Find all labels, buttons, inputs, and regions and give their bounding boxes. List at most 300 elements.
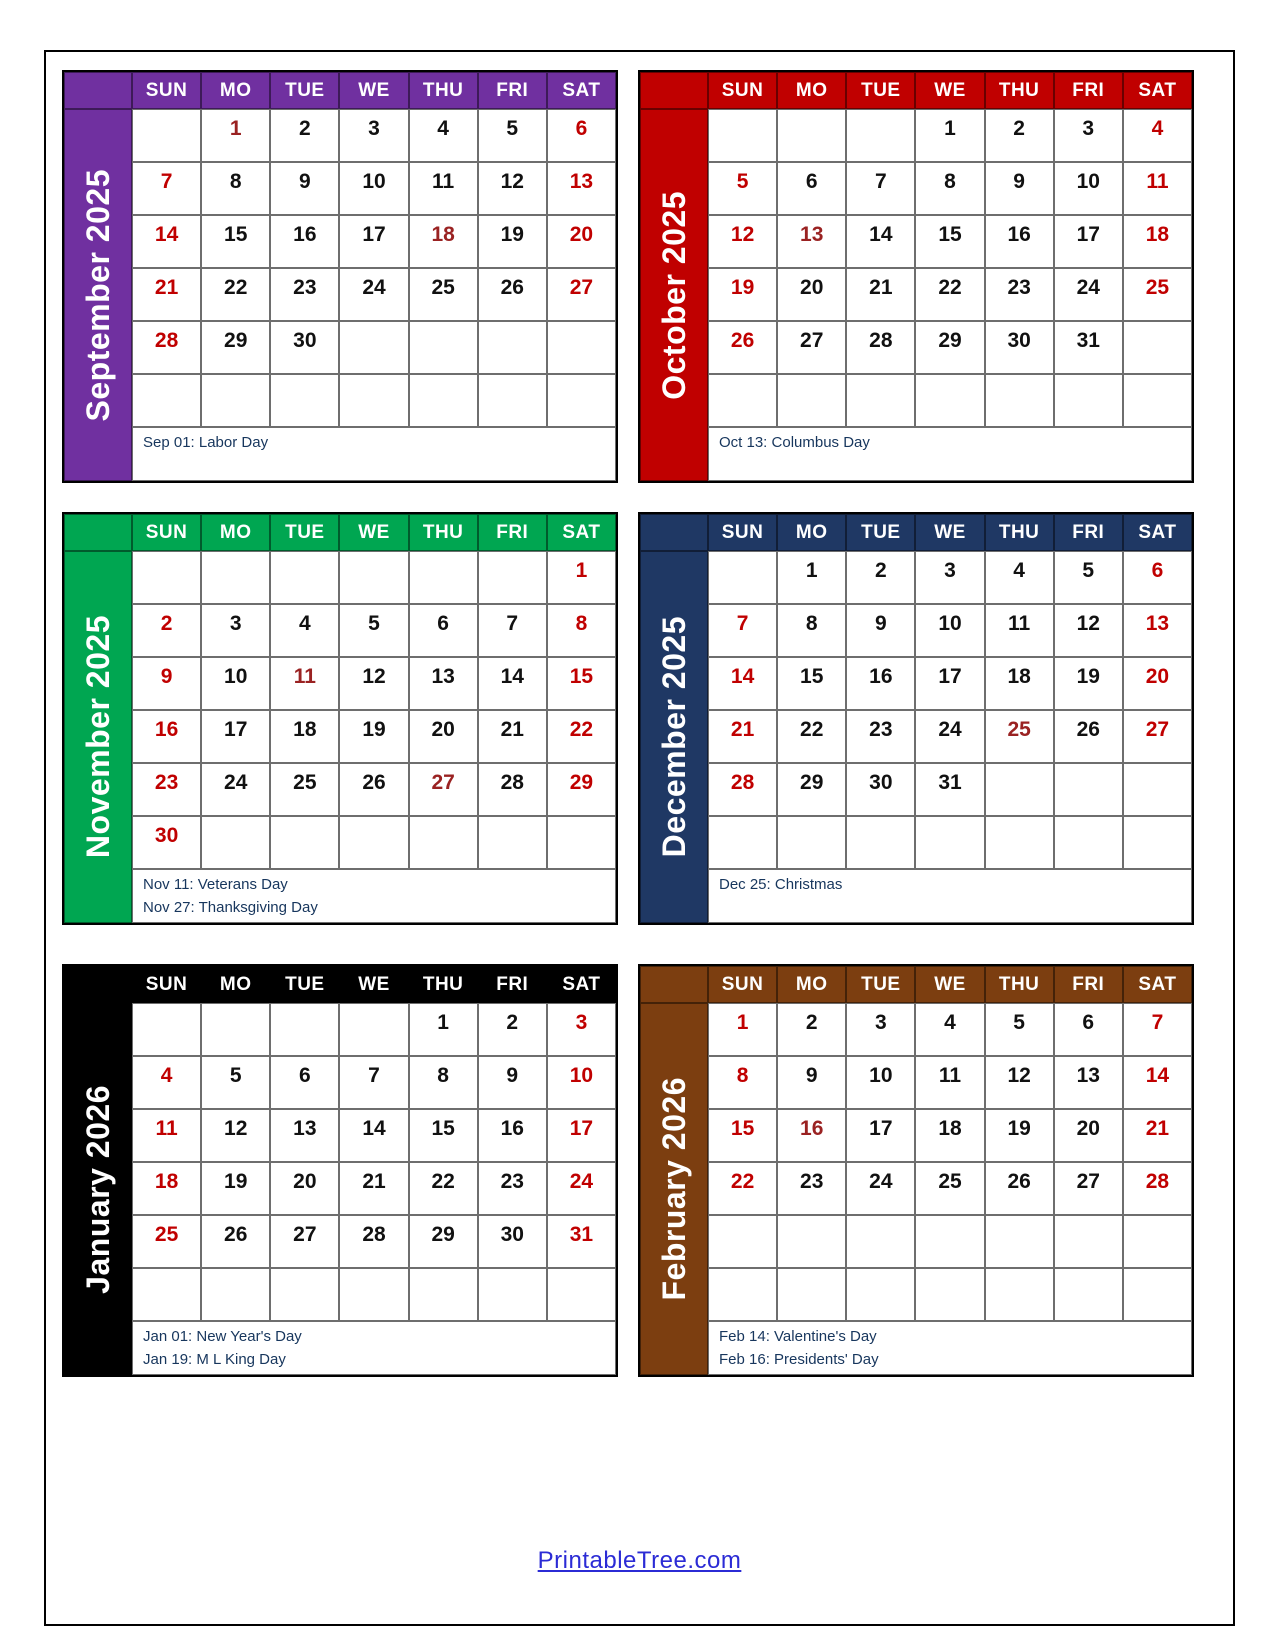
day-cell: 29 <box>547 763 616 816</box>
weekday-header-cell: TUE <box>270 72 339 109</box>
month-grid <box>638 70 1194 483</box>
day-cell: 13 <box>547 162 616 215</box>
weekday-header-cell: WE <box>339 514 408 551</box>
day-cell <box>339 1268 408 1321</box>
day-cell <box>270 1268 339 1321</box>
day-cell: 26 <box>708 321 777 374</box>
day-cell <box>846 109 915 162</box>
day-cell <box>270 374 339 427</box>
day-cell <box>547 374 616 427</box>
day-cell: 16 <box>985 215 1054 268</box>
day-cell <box>1123 1268 1192 1321</box>
day-cell: 22 <box>915 268 984 321</box>
month-corner <box>640 514 708 551</box>
day-cell: 11 <box>132 1109 201 1162</box>
day-cell: 22 <box>777 710 846 763</box>
day-cell: 6 <box>547 109 616 162</box>
day-cell <box>270 816 339 869</box>
day-cell: 4 <box>409 109 478 162</box>
month-corner <box>64 514 132 551</box>
day-cell: 23 <box>270 268 339 321</box>
day-cell <box>132 551 201 604</box>
day-cell: 12 <box>1054 604 1123 657</box>
day-cell: 14 <box>478 657 547 710</box>
holiday-note: Oct 13: Columbus Day <box>719 434 870 451</box>
day-cell <box>985 1268 1054 1321</box>
day-cell: 6 <box>1123 551 1192 604</box>
day-cell: 14 <box>132 215 201 268</box>
day-cell: 29 <box>409 1215 478 1268</box>
day-cell <box>409 374 478 427</box>
day-cell <box>1054 374 1123 427</box>
weekday-header-cell: THU <box>985 966 1054 1003</box>
weekday-header-cell: TUE <box>846 966 915 1003</box>
day-cell: 25 <box>132 1215 201 1268</box>
day-cell: 22 <box>547 710 616 763</box>
day-cell <box>985 816 1054 869</box>
day-cell: 7 <box>132 162 201 215</box>
day-cell: 19 <box>201 1162 270 1215</box>
day-cell: 28 <box>478 763 547 816</box>
day-cell: 10 <box>1054 162 1123 215</box>
day-cell: 27 <box>1054 1162 1123 1215</box>
day-cell: 17 <box>547 1109 616 1162</box>
weekday-header-cell: FRI <box>1054 72 1123 109</box>
day-cell: 11 <box>985 604 1054 657</box>
day-cell: 30 <box>270 321 339 374</box>
day-cell: 7 <box>708 604 777 657</box>
day-cell: 21 <box>132 268 201 321</box>
day-cell: 30 <box>132 816 201 869</box>
day-cell <box>478 321 547 374</box>
day-cell: 16 <box>132 710 201 763</box>
month-september-2025 <box>62 70 618 483</box>
day-cell <box>201 551 270 604</box>
day-cell: 12 <box>339 657 408 710</box>
day-cell: 5 <box>1054 551 1123 604</box>
day-cell: 22 <box>201 268 270 321</box>
day-cell <box>339 1003 408 1056</box>
weekday-header-cell: SUN <box>708 72 777 109</box>
weekday-header-cell: WE <box>915 514 984 551</box>
day-cell: 25 <box>915 1162 984 1215</box>
day-cell <box>915 1268 984 1321</box>
day-cell: 9 <box>777 1056 846 1109</box>
day-cell: 11 <box>1123 162 1192 215</box>
weekday-header-cell: TUE <box>846 514 915 551</box>
day-cell <box>547 321 616 374</box>
weekday-header-cell: FRI <box>1054 514 1123 551</box>
day-cell: 20 <box>1054 1109 1123 1162</box>
day-cell: 3 <box>339 109 408 162</box>
day-cell: 11 <box>915 1056 984 1109</box>
day-cell: 6 <box>409 604 478 657</box>
holiday-notes <box>708 1321 1192 1375</box>
day-cell: 18 <box>270 710 339 763</box>
holiday-notes <box>708 427 1192 481</box>
month-grid <box>638 512 1194 925</box>
day-cell: 16 <box>270 215 339 268</box>
month-grid <box>62 964 618 1377</box>
month-november-2025 <box>62 512 618 925</box>
day-cell: 14 <box>846 215 915 268</box>
weekday-header-cell: THU <box>409 966 478 1003</box>
weekday-header-cell: SAT <box>547 72 616 109</box>
day-cell: 30 <box>846 763 915 816</box>
day-cell: 15 <box>708 1109 777 1162</box>
day-cell: 17 <box>1054 215 1123 268</box>
day-cell: 31 <box>547 1215 616 1268</box>
day-cell: 15 <box>547 657 616 710</box>
day-cell: 27 <box>777 321 846 374</box>
weekday-header-cell: TUE <box>270 514 339 551</box>
day-cell <box>846 1268 915 1321</box>
day-cell: 11 <box>409 162 478 215</box>
day-cell: 8 <box>547 604 616 657</box>
day-cell: 18 <box>409 215 478 268</box>
holiday-notes <box>132 1321 616 1375</box>
day-cell: 23 <box>846 710 915 763</box>
weekday-header-cell: WE <box>915 966 984 1003</box>
day-cell: 2 <box>270 109 339 162</box>
weekday-header-cell: SUN <box>132 966 201 1003</box>
day-cell: 16 <box>777 1109 846 1162</box>
day-cell: 9 <box>846 604 915 657</box>
day-cell: 15 <box>201 215 270 268</box>
weekday-header-cell: SAT <box>1123 966 1192 1003</box>
day-cell: 29 <box>777 763 846 816</box>
day-cell <box>777 1268 846 1321</box>
day-cell: 14 <box>1123 1056 1192 1109</box>
day-cell: 24 <box>339 268 408 321</box>
day-cell: 10 <box>339 162 408 215</box>
month-corner <box>640 72 708 109</box>
month-sidebar <box>64 1003 132 1375</box>
month-grid <box>638 964 1194 1377</box>
day-cell <box>846 374 915 427</box>
holiday-note: Feb 14: Valentine's Day <box>719 1328 877 1345</box>
weekday-header-cell: FRI <box>478 72 547 109</box>
weekday-header-cell: SAT <box>1123 72 1192 109</box>
weekday-header-cell: SAT <box>547 514 616 551</box>
day-cell: 21 <box>708 710 777 763</box>
day-cell: 25 <box>409 268 478 321</box>
day-cell <box>1123 1215 1192 1268</box>
day-cell <box>708 1215 777 1268</box>
day-cell: 11 <box>270 657 339 710</box>
day-cell: 23 <box>478 1162 547 1215</box>
day-cell: 14 <box>708 657 777 710</box>
month-corner <box>640 966 708 1003</box>
month-sidebar <box>64 551 132 923</box>
weekday-header-cell: WE <box>339 72 408 109</box>
day-cell <box>478 551 547 604</box>
day-cell: 23 <box>985 268 1054 321</box>
day-cell: 22 <box>409 1162 478 1215</box>
day-cell: 19 <box>339 710 408 763</box>
day-cell: 12 <box>985 1056 1054 1109</box>
day-cell: 18 <box>985 657 1054 710</box>
month-title: October 2025 <box>655 190 692 400</box>
day-cell <box>132 374 201 427</box>
weekday-header-cell: THU <box>409 514 478 551</box>
day-cell <box>201 816 270 869</box>
day-cell <box>547 1268 616 1321</box>
day-cell <box>915 816 984 869</box>
holiday-notes <box>708 869 1192 923</box>
day-cell: 4 <box>1123 109 1192 162</box>
weekday-header-cell: FRI <box>1054 966 1123 1003</box>
day-cell: 28 <box>132 321 201 374</box>
weekday-header-cell: MO <box>201 72 270 109</box>
day-cell: 24 <box>547 1162 616 1215</box>
day-cell: 12 <box>708 215 777 268</box>
day-cell: 8 <box>201 162 270 215</box>
day-cell: 28 <box>339 1215 408 1268</box>
day-cell: 8 <box>777 604 846 657</box>
day-cell <box>201 1003 270 1056</box>
weekday-header-cell: SAT <box>547 966 616 1003</box>
day-cell: 5 <box>339 604 408 657</box>
day-cell: 17 <box>339 215 408 268</box>
day-cell: 10 <box>846 1056 915 1109</box>
weekday-header-cell: WE <box>915 72 984 109</box>
weekday-header-cell: SUN <box>132 514 201 551</box>
day-cell: 12 <box>201 1109 270 1162</box>
day-cell: 30 <box>985 321 1054 374</box>
day-cell <box>201 374 270 427</box>
day-cell <box>708 109 777 162</box>
day-cell <box>478 1268 547 1321</box>
day-cell: 3 <box>547 1003 616 1056</box>
holiday-note: Nov 27: Thanksgiving Day <box>143 898 318 916</box>
day-cell: 13 <box>270 1109 339 1162</box>
day-cell <box>339 321 408 374</box>
printabletree-link[interactable]: PrintableTree.com <box>537 1547 742 1574</box>
day-cell: 16 <box>478 1109 547 1162</box>
day-cell: 12 <box>478 162 547 215</box>
weekday-header-cell: WE <box>339 966 408 1003</box>
day-cell: 3 <box>1054 109 1123 162</box>
day-cell: 28 <box>1123 1162 1192 1215</box>
day-cell: 16 <box>846 657 915 710</box>
day-cell: 5 <box>478 109 547 162</box>
holiday-notes <box>132 427 616 481</box>
day-cell: 20 <box>777 268 846 321</box>
day-cell <box>985 374 1054 427</box>
day-cell: 3 <box>915 551 984 604</box>
day-cell: 3 <box>846 1003 915 1056</box>
day-cell: 9 <box>985 162 1054 215</box>
day-cell: 24 <box>201 763 270 816</box>
day-cell: 27 <box>270 1215 339 1268</box>
month-grid <box>62 512 618 925</box>
weekday-header-cell: MO <box>201 514 270 551</box>
day-cell: 13 <box>1123 604 1192 657</box>
weekday-header-cell: FRI <box>478 514 547 551</box>
month-title: February 2026 <box>655 1077 692 1301</box>
calendar-page <box>44 50 1235 1626</box>
month-february-2026 <box>638 964 1194 1377</box>
day-cell <box>1123 321 1192 374</box>
month-december-2025 <box>638 512 1194 925</box>
holiday-note: Sep 01: Labor Day <box>143 434 269 451</box>
weekday-header-cell: MO <box>201 966 270 1003</box>
day-cell: 2 <box>132 604 201 657</box>
day-cell: 20 <box>270 1162 339 1215</box>
holiday-note: Jan 19: M L King Day <box>143 1350 286 1368</box>
day-cell <box>478 816 547 869</box>
day-cell: 19 <box>708 268 777 321</box>
month-sidebar <box>64 109 132 481</box>
day-cell: 4 <box>915 1003 984 1056</box>
day-cell: 1 <box>777 551 846 604</box>
day-cell <box>777 1215 846 1268</box>
weekday-header-cell: THU <box>409 72 478 109</box>
day-cell: 10 <box>915 604 984 657</box>
day-cell: 28 <box>708 763 777 816</box>
day-cell: 17 <box>846 1109 915 1162</box>
day-cell: 9 <box>270 162 339 215</box>
day-cell: 20 <box>547 215 616 268</box>
day-cell <box>777 816 846 869</box>
day-cell <box>339 816 408 869</box>
month-title: December 2025 <box>655 616 692 858</box>
day-cell <box>777 109 846 162</box>
day-cell: 6 <box>777 162 846 215</box>
day-cell <box>708 374 777 427</box>
day-cell <box>1123 763 1192 816</box>
day-cell <box>339 374 408 427</box>
day-cell: 22 <box>708 1162 777 1215</box>
day-cell <box>846 1215 915 1268</box>
month-sidebar <box>640 1003 708 1375</box>
day-cell: 13 <box>1054 1056 1123 1109</box>
day-cell <box>1054 1215 1123 1268</box>
day-cell: 1 <box>547 551 616 604</box>
day-cell: 20 <box>409 710 478 763</box>
day-cell <box>409 321 478 374</box>
day-cell <box>1123 374 1192 427</box>
day-cell: 7 <box>846 162 915 215</box>
month-sidebar <box>640 109 708 481</box>
day-cell: 1 <box>915 109 984 162</box>
month-corner <box>64 72 132 109</box>
weekday-header-cell: TUE <box>846 72 915 109</box>
day-cell: 19 <box>985 1109 1054 1162</box>
day-cell <box>777 374 846 427</box>
day-cell: 2 <box>985 109 1054 162</box>
day-cell: 8 <box>409 1056 478 1109</box>
day-cell: 18 <box>1123 215 1192 268</box>
day-cell: 27 <box>547 268 616 321</box>
day-cell: 29 <box>201 321 270 374</box>
day-cell: 4 <box>132 1056 201 1109</box>
weekday-header-cell: FRI <box>478 966 547 1003</box>
day-cell: 30 <box>478 1215 547 1268</box>
month-title: January 2026 <box>79 1084 116 1294</box>
day-cell: 17 <box>201 710 270 763</box>
day-cell: 13 <box>409 657 478 710</box>
day-cell: 6 <box>1054 1003 1123 1056</box>
month-october-2025 <box>638 70 1194 483</box>
day-cell: 26 <box>1054 710 1123 763</box>
month-sidebar <box>640 551 708 923</box>
day-cell: 17 <box>915 657 984 710</box>
day-cell: 4 <box>985 551 1054 604</box>
day-cell: 5 <box>201 1056 270 1109</box>
day-cell: 23 <box>132 763 201 816</box>
day-cell: 19 <box>478 215 547 268</box>
weekday-header-cell: SUN <box>708 966 777 1003</box>
day-cell: 14 <box>339 1109 408 1162</box>
day-cell: 26 <box>478 268 547 321</box>
day-cell: 26 <box>985 1162 1054 1215</box>
day-cell: 7 <box>1123 1003 1192 1056</box>
day-cell: 20 <box>1123 657 1192 710</box>
day-cell: 29 <box>915 321 984 374</box>
day-cell: 25 <box>270 763 339 816</box>
day-cell: 28 <box>846 321 915 374</box>
day-cell <box>915 374 984 427</box>
day-cell: 5 <box>708 162 777 215</box>
day-cell: 31 <box>1054 321 1123 374</box>
day-cell: 8 <box>915 162 984 215</box>
month-grid <box>62 70 618 483</box>
day-cell: 24 <box>1054 268 1123 321</box>
weekday-header-cell: SUN <box>132 72 201 109</box>
day-cell: 24 <box>846 1162 915 1215</box>
day-cell <box>409 551 478 604</box>
day-cell: 18 <box>132 1162 201 1215</box>
day-cell <box>915 1215 984 1268</box>
day-cell: 18 <box>915 1109 984 1162</box>
day-cell: 26 <box>201 1215 270 1268</box>
footer <box>46 1547 1233 1575</box>
day-cell <box>132 1268 201 1321</box>
weekday-header-cell: SAT <box>1123 514 1192 551</box>
day-cell: 1 <box>708 1003 777 1056</box>
day-cell: 2 <box>846 551 915 604</box>
day-cell: 3 <box>201 604 270 657</box>
day-cell: 15 <box>777 657 846 710</box>
day-cell <box>1123 816 1192 869</box>
day-cell <box>201 1268 270 1321</box>
day-cell <box>708 816 777 869</box>
day-cell <box>708 1268 777 1321</box>
day-cell <box>547 816 616 869</box>
day-cell: 25 <box>1123 268 1192 321</box>
day-cell: 7 <box>339 1056 408 1109</box>
day-cell: 24 <box>915 710 984 763</box>
month-corner <box>64 966 132 1003</box>
day-cell: 26 <box>339 763 408 816</box>
day-cell <box>1054 763 1123 816</box>
day-cell <box>409 1268 478 1321</box>
day-cell <box>1054 816 1123 869</box>
holiday-note: Jan 01: New Year's Day <box>143 1328 302 1345</box>
day-cell <box>846 816 915 869</box>
weekday-header-cell: THU <box>985 514 1054 551</box>
day-cell <box>985 763 1054 816</box>
day-cell <box>708 551 777 604</box>
day-cell <box>478 374 547 427</box>
day-cell: 1 <box>201 109 270 162</box>
weekday-header-cell: SUN <box>708 514 777 551</box>
day-cell: 1 <box>409 1003 478 1056</box>
holiday-note: Feb 16: Presidents' Day <box>719 1350 879 1368</box>
month-title: November 2025 <box>79 615 116 859</box>
